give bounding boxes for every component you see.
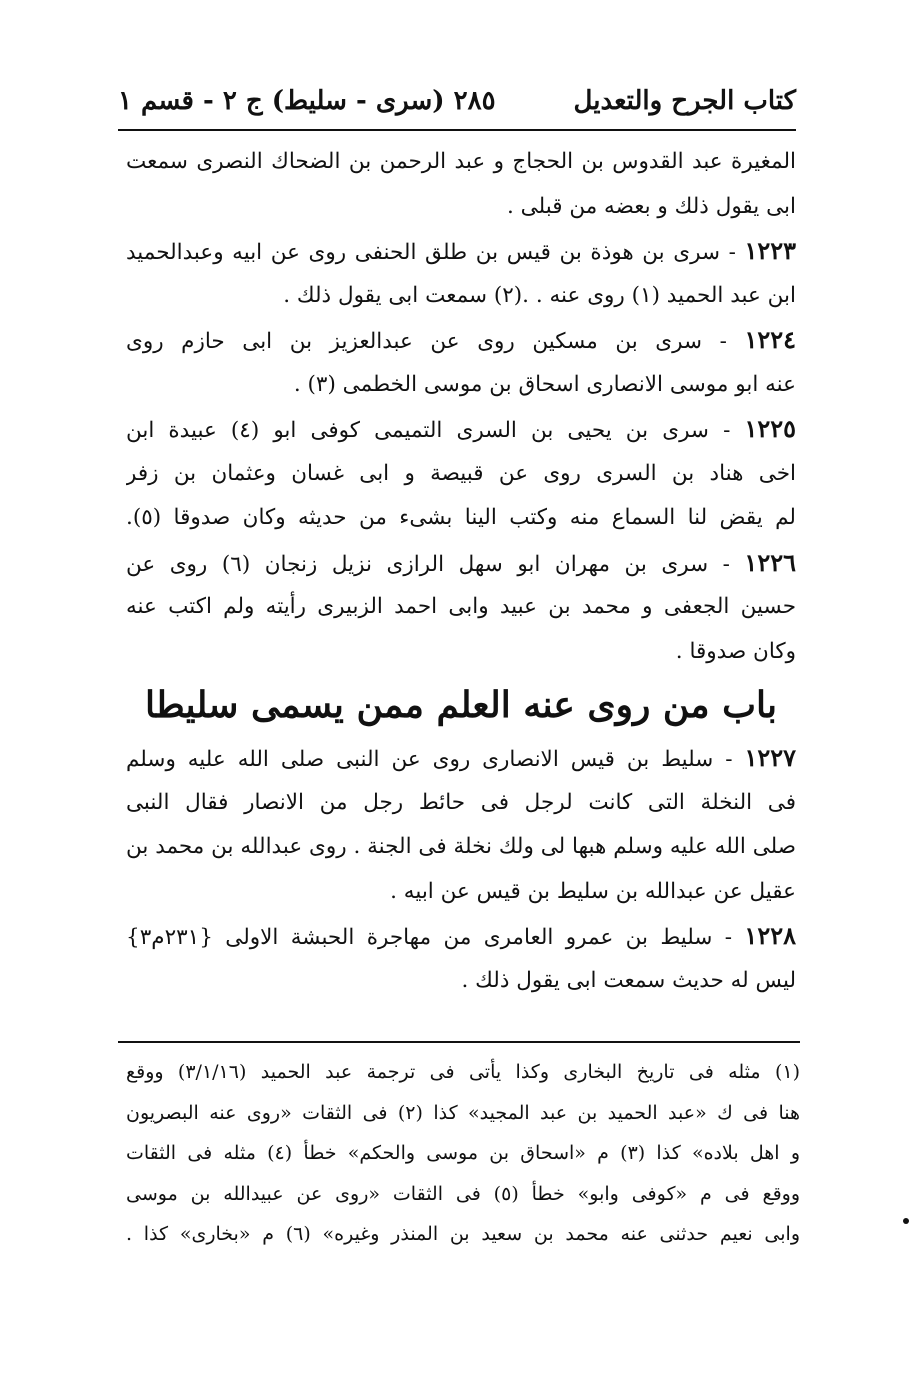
section-range: (سرى - سليط) ج ٢ - قسم ١ bbox=[118, 86, 445, 116]
section-heading: باب من روى عنه العلم ممن يسمى سليطا bbox=[144, 684, 777, 726]
text-line: عنه ابو موسى الانصارى اسحاق بن موسى الخطمى (٣) . bbox=[293, 371, 796, 397]
text-line: ليس له حديث سمعت ابى يقول ذلك . bbox=[461, 967, 796, 993]
entry-number: ١٢٢٣ bbox=[744, 236, 796, 265]
entry-dash: - bbox=[728, 240, 736, 265]
footnote-line: (١) مثله فى تاريخ البخارى وكذا يأتى فى ترجمة عبد الحميد (٣/١/١٦) ووقع bbox=[126, 1061, 800, 1083]
entry-dash: - bbox=[725, 747, 733, 772]
main-text bbox=[126, 140, 796, 1003]
footnote-line: و اهل بلاده» كذا (٣) م «اسحاق بن موسى والحكم» خطأ (٤) مثله فى الثقات bbox=[126, 1142, 800, 1164]
ink-speck bbox=[903, 1218, 909, 1224]
entry-1225 bbox=[126, 407, 796, 452]
footnote-rule bbox=[118, 1041, 800, 1043]
entry-dash: - bbox=[719, 329, 727, 354]
entry-1223 bbox=[126, 229, 796, 274]
entry-1226 bbox=[126, 541, 796, 586]
entry-dash: - bbox=[724, 925, 733, 950]
entry-number: ١٢٢٧ bbox=[744, 743, 796, 772]
entry-text: سرى بن مسكين روى عن عبدالعزيز بن ابى حازم روى bbox=[126, 329, 703, 354]
footnote-line: هنا فى ك «عبد الحميد بن عبد المجيد» كذا (٢) فى الثقات «روى عنه البصريون bbox=[126, 1101, 800, 1124]
text-line: ابى يقول ذلك و بعضه من قبلى . bbox=[507, 193, 796, 219]
entry-1228 bbox=[126, 914, 796, 959]
text-line: لم يقض لنا السماع منه وكتب الينا بشىء من حديثه وكان صدوقا (٥). bbox=[126, 505, 796, 530]
header-section bbox=[118, 86, 496, 116]
entry-text: سليط بن عمرو العامرى من مهاجرة الحبشة الاولى {٢٣١م٣} bbox=[126, 925, 713, 950]
entry-text: سرى بن مهران ابو سهل الرازى نزيل زنجان (٦) روى عن bbox=[126, 551, 709, 577]
text-line: فى النخلة التى كانت لرجل فى حائط رجل من الانصار فقال النبى bbox=[126, 789, 796, 815]
text-line: وكان صدوقا . bbox=[675, 638, 796, 664]
book-title: كتاب الجرح والتعديل bbox=[573, 86, 796, 116]
text-line: ابن عبد الحميد (١) روى عنه . .(٢) سمعت ابى يقول ذلك . bbox=[283, 282, 796, 308]
text-line: صلى الله عليه وسلم هبها لى ولك نخلة فى الجنة . روى عبدالله بن محمد بن bbox=[126, 834, 796, 859]
entry-dash: - bbox=[722, 551, 730, 577]
page-header bbox=[118, 78, 796, 124]
entry-number: ١٢٢٥ bbox=[744, 414, 796, 443]
text-line: المغيرة عبد القدوس بن الحجاج و عبد الرحمن بن الضحاك النصرى سمعت bbox=[126, 149, 796, 174]
page-number: ٢٨٥ bbox=[453, 86, 496, 116]
text-line: اخى هناد بن السرى روى عن قبيصة و ابى غسان وعثمان بن زفر bbox=[126, 460, 796, 486]
entry-text: سليط بن قيس الانصارى روى عن النبى صلى الله عليه وسلم bbox=[126, 747, 714, 772]
entry-dash: - bbox=[723, 418, 731, 443]
footnotes bbox=[126, 1052, 800, 1255]
entry-1224 bbox=[126, 318, 796, 363]
entry-1227 bbox=[126, 736, 796, 781]
entry-text: سرى بن يحيى بن السرى التميمى كوفى ابو (٤) عبيدة ابن bbox=[126, 418, 709, 443]
entry-number: ١٢٢٦ bbox=[744, 547, 796, 577]
entry-number: ١٢٢٨ bbox=[744, 921, 796, 950]
entry-text: سرى بن هوذة بن قيس بن طلق الحنفى روى عن ابيه وعبدالحميد bbox=[126, 240, 720, 265]
header-rule bbox=[118, 129, 796, 131]
footnote-line: وابى نعيم حدثنى عنه محمد بن سعيد بن المنذر وغيره» (٦) م «بخارى» كذا . bbox=[126, 1223, 800, 1245]
entry-number: ١٢٢٤ bbox=[744, 325, 796, 354]
text-line: عقيل عن عبدالله بن سليط بن قيس عن ابيه . bbox=[390, 878, 796, 904]
text-line: حسين الجعفى و محمد بن عبيد وابى احمد الزبيرى رأيته ولم اكتب عنه bbox=[126, 594, 796, 619]
footnote-line: ووقع فى م «كوفى وابو» خطأ (٥) فى الثقات «روى عن عبيدالله بن موسى bbox=[126, 1182, 800, 1205]
